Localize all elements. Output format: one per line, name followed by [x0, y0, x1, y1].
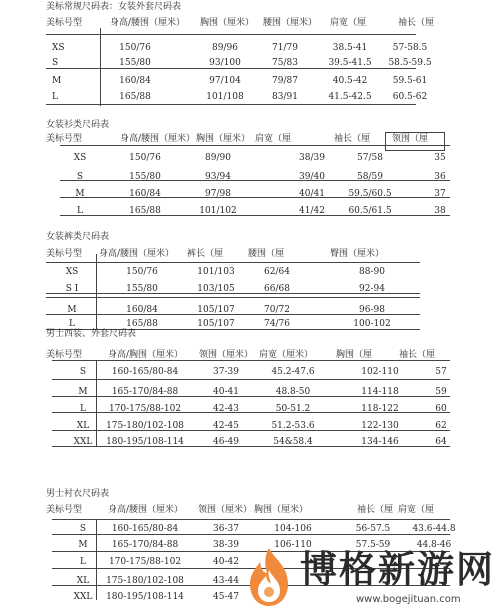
table-cell: 57 [435, 367, 447, 377]
table-cell: 180-195/108-114 [106, 592, 184, 602]
table-cell: 101/103 [197, 267, 235, 277]
size-label: XL [76, 421, 90, 431]
watermark-url: www.bogejituan.com [356, 594, 461, 605]
table-cell: 83/91 [272, 92, 298, 102]
row-rule [52, 534, 450, 535]
table-cell: 59.5/60.5 [348, 189, 392, 199]
table-cell: 175-180/102-108 [106, 576, 184, 586]
column-rule [96, 519, 97, 600]
column-header: 美标号型 [46, 350, 83, 360]
table-cell: 70/72 [264, 305, 290, 315]
table-cell: 160-165/80-84 [111, 367, 179, 377]
table-cell: 104-106 [274, 524, 312, 534]
table-cell: 57.5-59 [355, 540, 391, 550]
table-cell: 97/98 [205, 189, 231, 199]
table-cell: 155/80 [129, 172, 161, 182]
column-header: 袖长（厘 [399, 350, 436, 360]
table-title: 男士衬衣尺码表 [46, 489, 110, 499]
row-rule [52, 412, 450, 413]
size-label: L [52, 92, 58, 102]
row-rule [46, 297, 420, 298]
row-rule [60, 197, 450, 198]
table-cell: 58.5-59.5 [388, 58, 432, 68]
size-label: M [67, 305, 77, 315]
row-rule [60, 180, 450, 181]
table-cell: 101/102 [199, 206, 237, 216]
table-cell: 89/96 [212, 43, 238, 53]
table-cell: 165-170/84-88 [111, 387, 179, 397]
table-cell: 170-175/88-102 [108, 404, 182, 414]
table-cell: 66/68 [264, 284, 290, 294]
row-rule [46, 104, 416, 105]
column-header: 身高/胸围（厘米） [108, 350, 184, 360]
table-cell: 60 [435, 404, 447, 414]
row-rule [52, 430, 450, 431]
column-header: 胸围（厘米） [200, 18, 255, 28]
table-cell: 165/88 [129, 206, 161, 216]
table-cell: 40-41 [213, 387, 239, 397]
column-rule [96, 360, 97, 446]
table-cell: 54&58.4 [273, 437, 313, 447]
table-cell: 50-51.2 [275, 404, 311, 414]
column-rule [96, 254, 97, 330]
table-cell: 40.5-42 [332, 76, 368, 86]
table-cell: 41.5-42.5 [328, 92, 372, 102]
table-cell: 89/90 [205, 153, 231, 163]
size-label: S I [65, 284, 79, 294]
table-cell: 160/84 [119, 76, 151, 86]
table-cell: 97/104 [209, 76, 241, 86]
size-label: M [78, 540, 88, 550]
size-label: L [80, 404, 86, 414]
size-label: XXL [73, 592, 93, 602]
table-cell: 42-43 [213, 404, 239, 414]
table-cell: 71/79 [272, 43, 298, 53]
column-header: 肩宽（厘 [398, 505, 435, 515]
table-cell: 60.5/61.5 [348, 206, 392, 216]
column-header: 胸围（厘米） [254, 505, 309, 515]
size-label: XS [65, 267, 79, 277]
column-header: 身高/腰围（厘米） [120, 134, 196, 144]
size-label: XL [76, 576, 90, 586]
table-cell: 79/87 [272, 76, 298, 86]
table-cell: 37-39 [213, 367, 239, 377]
table-cell: 64 [435, 437, 447, 447]
column-header: 臀围（厘米） [330, 249, 385, 259]
size-label: XS [52, 43, 65, 53]
table-cell: 39/40 [299, 172, 325, 182]
watermark-brand: 博格新游网 [300, 548, 495, 591]
table-cell: 134-146 [361, 437, 399, 447]
column-header: 腰围（厘米） [263, 18, 318, 28]
table-cell: 175-180/102-108 [106, 421, 184, 431]
column-header: 美标号型 [46, 249, 83, 259]
row-rule [60, 215, 450, 216]
table-cell: 46-49 [213, 437, 239, 447]
table-cell: 75/83 [272, 58, 298, 68]
column-header: 胸围（厘米） [196, 134, 251, 144]
row-rule [46, 34, 416, 35]
table-cell: 39.5-41.5 [328, 58, 372, 68]
column-header: 肩宽（厘米） [259, 350, 314, 360]
row-rule [46, 262, 420, 263]
table-title: 美标常规尺码表：女装外套尺码表 [46, 2, 182, 12]
column-header: 领围（厘 [392, 134, 429, 144]
column-header: 领围（厘米） [198, 505, 253, 515]
size-label: S [79, 524, 87, 534]
table-cell: 36-37 [213, 524, 239, 534]
row-rule [46, 314, 420, 315]
table-cell: 57-58.5 [392, 43, 428, 53]
table-cell: 74/76 [264, 319, 290, 329]
table-cell: 122-130 [361, 421, 399, 431]
row-rule [52, 396, 450, 397]
column-header: 肩宽（厘 [255, 134, 292, 144]
table-cell: 42-45 [213, 421, 239, 431]
column-header: 身高/腰围（厘米） [108, 505, 184, 515]
table-cell: 38 [434, 206, 446, 216]
table-cell: 37 [434, 189, 446, 199]
column-header: 身高/腰围（厘米） [110, 18, 186, 28]
column-header: 袖长（厘 [398, 18, 435, 28]
table-cell: 155/80 [119, 58, 151, 68]
row-rule [52, 519, 450, 520]
table-cell: 57/58 [357, 153, 383, 163]
size-label: M [52, 76, 62, 86]
table-title: 男士西装、外套尺码表 [46, 329, 137, 339]
table-cell: 60.5-62 [392, 92, 428, 102]
watermark [238, 538, 500, 614]
flame-logo-icon [244, 546, 294, 608]
table-cell: 102-110 [361, 367, 399, 377]
column-rule [100, 28, 101, 106]
table-cell: 59 [435, 387, 447, 397]
table-cell: 118-122 [361, 404, 399, 414]
size-label: L [77, 206, 83, 216]
table-cell: 35 [434, 153, 446, 163]
table-cell: 44.8-46 [416, 540, 452, 550]
size-label: XXL [73, 437, 93, 447]
table-cell: 160/84 [129, 189, 161, 199]
table-cell: 165/88 [119, 92, 151, 102]
table-cell: 150/76 [119, 43, 151, 53]
row-rule [46, 293, 420, 294]
column-header: 身高/腰围（厘米） [99, 249, 175, 259]
column-header: 裤长（厘 [187, 249, 224, 259]
size-label: S [76, 172, 84, 182]
size-label: S [79, 367, 87, 377]
table-cell: 105/107 [197, 305, 235, 315]
size-label: L [80, 557, 86, 567]
size-label: M [78, 387, 88, 397]
table-cell: 62 [435, 421, 447, 431]
table-cell: 105/107 [197, 319, 235, 329]
table-cell: 43.6-44.8 [412, 524, 456, 534]
table-cell: 51.2-53.6 [271, 421, 315, 431]
table-cell: 36 [434, 172, 446, 182]
column-header: 美标号型 [46, 505, 83, 515]
table-cell: 93/100 [209, 58, 241, 68]
table-cell: 150/76 [129, 153, 161, 163]
table-cell: 180-195/108-114 [106, 437, 184, 447]
column-header: 胸围（厘 [336, 350, 373, 360]
table-cell: 100-102 [353, 319, 391, 329]
table-title: 女装裤类尺码表 [46, 232, 110, 242]
table-cell: 59.5-61 [392, 76, 428, 86]
table-cell: 40/41 [299, 189, 325, 199]
table-cell: 101/108 [206, 92, 244, 102]
table-cell: 114-118 [361, 387, 399, 397]
size-label: S [52, 58, 59, 68]
column-header: 肩宽（厘 [330, 18, 367, 28]
table-cell: 103/105 [197, 284, 235, 294]
size-label: M [75, 189, 85, 199]
table-cell: 170-175/88-102 [108, 557, 182, 567]
column-header: 袖长（厘 [357, 505, 394, 515]
table-title: 女装衫类尺码表 [46, 120, 110, 130]
column-header: 腰围（厘 [248, 249, 285, 259]
table-cell: 160-165/80-84 [111, 524, 179, 534]
table-cell: 56-57.5 [355, 524, 391, 534]
table-cell: 150/76 [126, 267, 158, 277]
table-cell: 165-170/84-88 [111, 540, 179, 550]
column-header: 领围（厘米） [199, 350, 254, 360]
table-cell: 96-98 [359, 305, 385, 315]
size-label: L [69, 319, 75, 329]
table-cell: 92-94 [359, 284, 385, 294]
column-header: 袖长（厘 [334, 134, 371, 144]
table-cell: 62/64 [264, 267, 290, 277]
table-cell: 41/42 [299, 206, 325, 216]
table-cell: 45.2-47.6 [271, 367, 315, 377]
column-header: 美标号型 [46, 134, 83, 144]
table-cell: 38/39 [299, 153, 325, 163]
table-cell: 38-39 [213, 540, 239, 550]
table-cell: 40-42 [213, 557, 239, 567]
size-label: XS [73, 153, 87, 163]
row-rule [52, 360, 450, 361]
table-cell: 38.5-41 [332, 43, 368, 53]
table-cell: 165/88 [126, 319, 158, 329]
row-rule [52, 379, 450, 380]
table-cell: 43-44 [213, 576, 239, 586]
row-rule [52, 446, 450, 447]
table-cell: 155/80 [126, 284, 158, 294]
header-box [385, 132, 445, 151]
table-cell: 160/84 [126, 305, 158, 315]
table-cell: 93/94 [205, 172, 231, 182]
row-rule [46, 68, 416, 69]
table-cell: 88-90 [359, 267, 385, 277]
table-cell: 106-110 [274, 540, 312, 550]
table-cell: 45-47 [213, 592, 239, 602]
column-header: 美标号型 [46, 18, 83, 28]
table-cell: 58/59 [357, 172, 383, 182]
table-cell: 48.8-50 [275, 387, 311, 397]
